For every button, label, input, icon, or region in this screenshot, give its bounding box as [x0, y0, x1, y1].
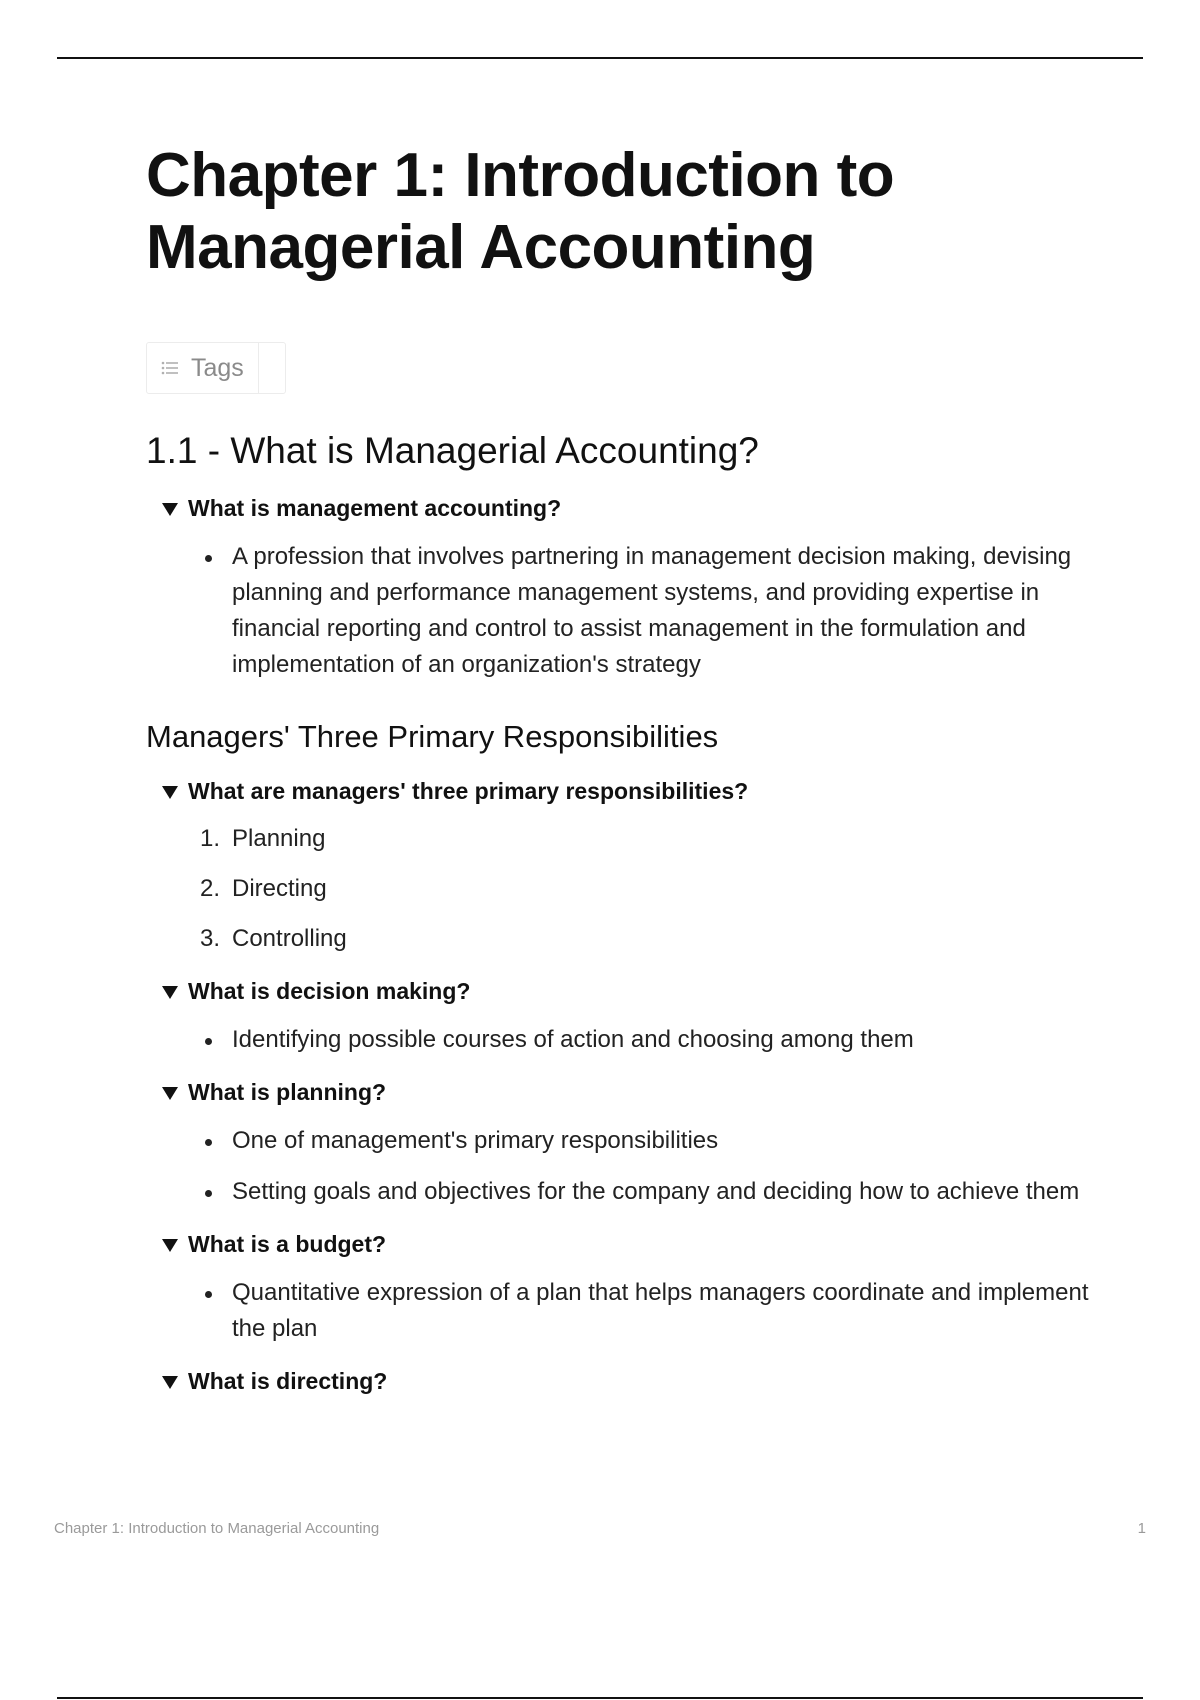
tags-property[interactable]: [146, 342, 286, 394]
page-content: [146, 140, 1106, 1397]
toggle-triangle-icon[interactable]: [162, 786, 178, 799]
bullet-list: [162, 1123, 1106, 1210]
tags-value-empty[interactable]: [259, 343, 285, 393]
top-rule: [57, 57, 1143, 59]
toggle-triangle-icon[interactable]: [162, 1087, 178, 1100]
list-icon: [161, 360, 179, 376]
list-item: [162, 1022, 1106, 1058]
list-item: [162, 1174, 1106, 1210]
list-item-text: Identifying possible courses of action and choosing among them: [232, 1026, 914, 1053]
list-item: [162, 921, 1106, 957]
list-item-text: One of management's primary responsibilities: [232, 1127, 719, 1154]
toggle-triangle-icon[interactable]: [162, 503, 178, 516]
list-number: 3.: [200, 925, 221, 952]
section-heading-responsibilities: Managers' Three Primary Responsibilities: [146, 719, 719, 754]
bottom-rule: [57, 1697, 1143, 1699]
list-item-text: Setting goals and objectives for the company and deciding how to achieve them: [232, 1178, 1080, 1205]
tags-property-label-box[interactable]: [147, 343, 259, 393]
list-item: [162, 1123, 1106, 1159]
toggle-triangle-icon[interactable]: [162, 986, 178, 999]
toggle-question: What is a budget?: [188, 1231, 387, 1257]
toggle-triangle-icon[interactable]: [162, 1239, 178, 1252]
page-title: [146, 140, 1106, 284]
toggle-question: What is planning?: [188, 1079, 387, 1105]
toggle-header[interactable]: [162, 1365, 1106, 1397]
toggle-what-is-directing[interactable]: [162, 1365, 1106, 1397]
toggle-triangle-icon[interactable]: [162, 1376, 178, 1389]
list-item-text: Directing: [232, 875, 327, 902]
list-number: 1.: [200, 825, 221, 852]
toggle-what-is-decision-making[interactable]: [162, 975, 1106, 1058]
toggle-header[interactable]: [162, 775, 1106, 807]
toggle-what-is-management-accounting[interactable]: [162, 492, 1106, 683]
bullet-dot-icon: [205, 1139, 212, 1146]
list-number: 2.: [200, 875, 221, 902]
tags-label: Tags: [191, 353, 244, 382]
toggle-header[interactable]: [162, 1076, 1106, 1108]
numbered-list: [162, 821, 1106, 957]
toggle-what-is-planning[interactable]: [162, 1076, 1106, 1210]
toggle-header[interactable]: [162, 975, 1106, 1007]
list-item-text: Planning: [232, 825, 326, 852]
footer-page-number: 1: [1137, 1520, 1146, 1537]
toggle-header[interactable]: [162, 492, 1106, 524]
list-item: [162, 1275, 1106, 1347]
list-item: [162, 871, 1106, 907]
list-item-text: A profession that involves partnering in management decision making, devising planning and performance management systems, and providing expertise in financial reporting and control to assist management in the formulation and implementation of an organization's strategy: [232, 543, 1072, 678]
bullet-dot-icon: [205, 1291, 212, 1298]
bullet-list: [162, 1275, 1106, 1347]
bullet-dot-icon: [205, 555, 212, 562]
bullet-dot-icon: [205, 1038, 212, 1045]
toggle-what-is-a-budget[interactable]: [162, 1228, 1106, 1347]
toggle-question: What is decision making?: [188, 978, 471, 1004]
toggle-question: What is directing?: [188, 1368, 388, 1394]
footer-doc-title: Chapter 1: Introduction to Managerial Accounting: [54, 1520, 380, 1537]
list-item: [162, 539, 1106, 683]
page-title-line-2: Managerial Accounting: [146, 213, 816, 282]
toggle-question: What is management accounting?: [188, 495, 562, 521]
section-heading-1-1: 1.1 - What is Managerial Accounting?: [146, 430, 759, 471]
toggle-three-responsibilities[interactable]: [162, 775, 1106, 957]
page-title-line-1: Chapter 1: Introduction to: [146, 141, 895, 210]
list-item-text: Quantitative expression of a plan that helps managers coordinate and implement the plan: [232, 1279, 1089, 1342]
list-item-text: Controlling: [232, 925, 347, 952]
list-item: [162, 821, 1106, 857]
toggle-question: What are managers' three primary responsibilities?: [188, 778, 749, 804]
bullet-list: [162, 539, 1106, 683]
bullet-dot-icon: [205, 1190, 212, 1197]
toggle-header[interactable]: [162, 1228, 1106, 1260]
bullet-list: [162, 1022, 1106, 1058]
